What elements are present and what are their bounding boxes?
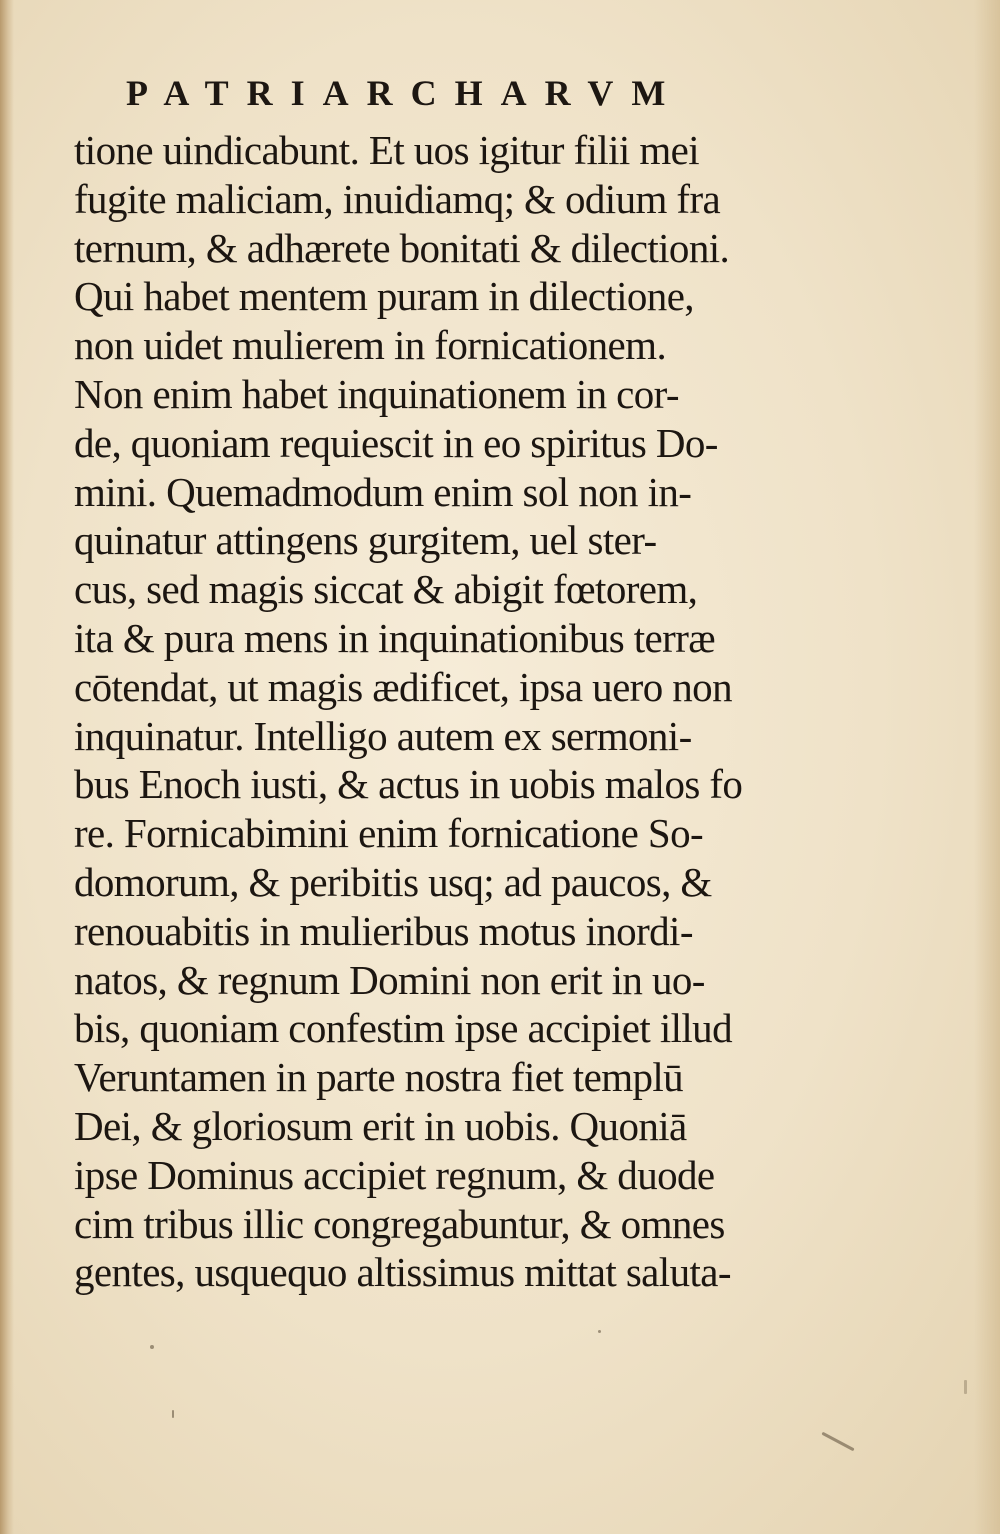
page-edge-shadow	[974, 0, 1000, 1534]
running-head: PATRIARCHARVM	[126, 73, 684, 113]
text-line: inquinatur. Intelligo autem ex sermoni-	[74, 712, 692, 759]
text-line: gentes, usquequo altissimus mittat saluta-	[74, 1249, 731, 1296]
text-line: cōtendat, ut magis ædificet, ipsa uero non	[74, 663, 732, 710]
text-line: ita & pura mens in inquinationibus terræ	[74, 614, 716, 661]
paper-speck	[821, 1432, 854, 1452]
body-text	[74, 126, 814, 1297]
text-line: ternum, & adhærete bonitati & dilectioni.	[74, 224, 730, 271]
paper-speck	[150, 1345, 154, 1349]
paper-speck	[964, 1380, 967, 1394]
text-line: cim tribus illic congregabuntur, & omnes	[74, 1200, 725, 1247]
text-line: cus, sed magis siccat & abigit fœtorem,	[74, 566, 698, 613]
text-line: bis, quoniam confestim ipse accipiet illud	[74, 1005, 732, 1052]
text-line: domorum, & peribitis usq; ad paucos, &	[74, 858, 712, 905]
text-line: de, quoniam requiescit in eo spiritus Do-	[74, 419, 718, 466]
text-line: re. Fornicabimini enim fornicatione So-	[74, 810, 704, 857]
text-line: Qui habet mentem puram in dilectione,	[74, 273, 694, 320]
text-line: natos, & regnum Domini non erit in uo-	[74, 956, 705, 1003]
text-line: renouabitis in mulieribus motus inordi-	[74, 907, 693, 954]
text-line: non uidet mulierem in fornicationem.	[74, 322, 667, 369]
text-line: mini. Quemadmodum enim sol non in-	[74, 468, 692, 515]
text-line: tione uindicabunt. Et uos igitur filii mei	[74, 127, 700, 173]
text-line: Veruntamen in parte nostra fiet templū	[74, 1054, 684, 1101]
paper-speck	[172, 1410, 174, 1418]
text-line: fugite maliciam, inuidiamq; & odium fra	[74, 175, 721, 222]
binding-edge	[0, 0, 14, 1534]
text-line: Dei, & gloriosum erit in uobis. Quoniā	[74, 1102, 687, 1149]
text-line: bus Enoch iusti, & actus in uobis malos fo	[74, 761, 743, 808]
text-line: quinatur attingens gurgitem, uel ster-	[74, 517, 657, 564]
paper-speck	[598, 1330, 601, 1333]
text-line: Non enim habet inquinationem in cor-	[74, 370, 679, 417]
text-line: ipse Dominus accipiet regnum, & duode	[74, 1151, 715, 1198]
